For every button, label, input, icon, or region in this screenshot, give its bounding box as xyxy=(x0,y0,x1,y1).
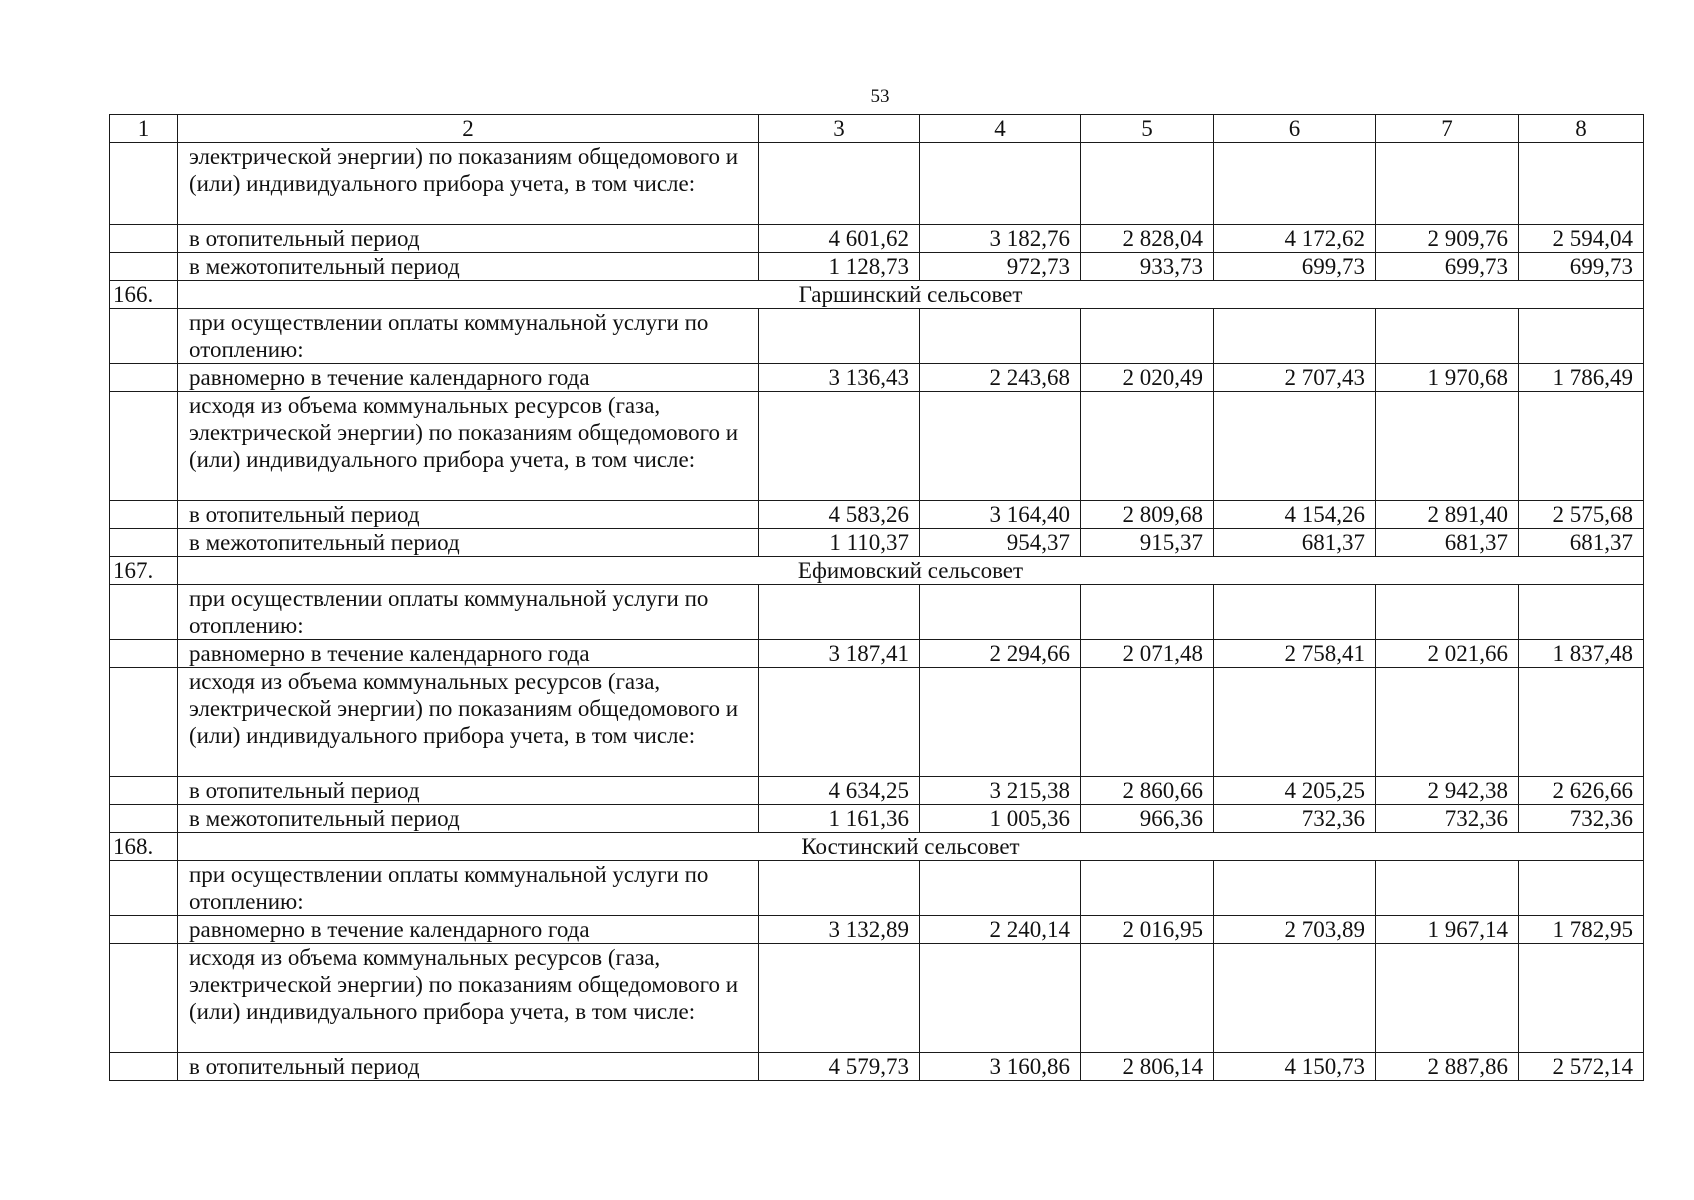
value-cell: 3 182,76 xyxy=(920,225,1081,253)
row-index xyxy=(110,640,178,668)
empty-cell xyxy=(1214,309,1376,364)
row-index xyxy=(110,309,178,364)
empty-cell xyxy=(920,668,1081,777)
section-number: 167. xyxy=(110,557,178,585)
value-row xyxy=(110,501,1644,529)
value-cell: 3 136,43 xyxy=(759,364,920,392)
row-index xyxy=(110,253,178,281)
empty-cell xyxy=(1376,585,1519,640)
value-cell: 2 703,89 xyxy=(1214,916,1376,944)
empty-cell xyxy=(1376,143,1519,225)
row-index xyxy=(110,916,178,944)
row-label: при осуществлении оплаты коммунальной услуги по отоплению: xyxy=(178,309,759,364)
row-label: равномерно в течение календарного года xyxy=(178,640,759,668)
value-cell: 2 240,14 xyxy=(920,916,1081,944)
empty-cell xyxy=(920,309,1081,364)
value-cell: 3 187,41 xyxy=(759,640,920,668)
value-row xyxy=(110,805,1644,833)
value-cell: 2 243,68 xyxy=(920,364,1081,392)
value-row xyxy=(110,640,1644,668)
value-cell: 933,73 xyxy=(1081,253,1214,281)
value-cell: 2 707,43 xyxy=(1214,364,1376,392)
value-row xyxy=(110,364,1644,392)
empty-cell xyxy=(1519,585,1644,640)
empty-cell xyxy=(1376,944,1519,1053)
empty-cell xyxy=(1081,585,1214,640)
empty-cell xyxy=(759,143,920,225)
text-row xyxy=(110,143,1644,225)
empty-cell xyxy=(1519,668,1644,777)
value-cell: 1 005,36 xyxy=(920,805,1081,833)
row-index xyxy=(110,1053,178,1081)
value-row xyxy=(110,253,1644,281)
value-cell: 1 970,68 xyxy=(1376,364,1519,392)
row-label: исходя из объема коммунальных ресурсов (газа, электрической энергии) по показаниям общедомового и (или) индивидуального прибора учета, в том числе: xyxy=(178,392,759,501)
row-label: при осуществлении оплаты коммунальной услуги по отоплению: xyxy=(178,585,759,640)
row-label: электрической энергии) по показаниям общедомового и (или) индивидуального прибора учета, в том числе: xyxy=(178,143,759,225)
row-label: в межотопительный период xyxy=(178,253,759,281)
value-cell: 2 575,68 xyxy=(1519,501,1644,529)
row-index xyxy=(110,777,178,805)
empty-cell xyxy=(920,143,1081,225)
section-number: 168. xyxy=(110,833,178,861)
empty-cell xyxy=(759,392,920,501)
section-row xyxy=(110,557,1644,585)
empty-cell xyxy=(1376,668,1519,777)
value-cell: 681,37 xyxy=(1214,529,1376,557)
row-label: в отопительный период xyxy=(178,225,759,253)
section-title: Гаршинский сельсовет xyxy=(178,281,1644,309)
text-row xyxy=(110,392,1644,501)
empty-cell xyxy=(1214,585,1376,640)
empty-cell xyxy=(1519,309,1644,364)
value-cell: 732,36 xyxy=(1376,805,1519,833)
row-index xyxy=(110,529,178,557)
column-number: 3 xyxy=(759,115,920,143)
column-number-row xyxy=(110,115,1644,143)
value-cell: 966,36 xyxy=(1081,805,1214,833)
row-index xyxy=(110,143,178,225)
value-cell: 2 758,41 xyxy=(1214,640,1376,668)
empty-cell xyxy=(920,392,1081,501)
value-cell: 2 887,86 xyxy=(1376,1053,1519,1081)
value-cell: 3 164,40 xyxy=(920,501,1081,529)
empty-cell xyxy=(1081,143,1214,225)
value-cell: 732,36 xyxy=(1214,805,1376,833)
value-cell: 4 154,26 xyxy=(1214,501,1376,529)
empty-cell xyxy=(1214,143,1376,225)
row-index xyxy=(110,861,178,916)
value-cell: 1 967,14 xyxy=(1376,916,1519,944)
row-label: в отопительный период xyxy=(178,777,759,805)
value-cell: 2 942,38 xyxy=(1376,777,1519,805)
row-label: исходя из объема коммунальных ресурсов (газа, электрической энергии) по показаниям общедомового и (или) индивидуального прибора учета, в том числе: xyxy=(178,944,759,1053)
row-label: в межотопительный период xyxy=(178,529,759,557)
value-cell: 4 601,62 xyxy=(759,225,920,253)
value-cell: 1 161,36 xyxy=(759,805,920,833)
empty-cell xyxy=(1519,143,1644,225)
empty-cell xyxy=(920,944,1081,1053)
row-index xyxy=(110,585,178,640)
row-label: в отопительный период xyxy=(178,1053,759,1081)
empty-cell xyxy=(1081,861,1214,916)
empty-cell xyxy=(1376,309,1519,364)
value-cell: 681,37 xyxy=(1376,529,1519,557)
value-row xyxy=(110,777,1644,805)
row-label: исходя из объема коммунальных ресурсов (газа, электрической энергии) по показаниям общедомового и (или) индивидуального прибора учета, в том числе: xyxy=(178,668,759,777)
value-cell: 4 205,25 xyxy=(1214,777,1376,805)
empty-cell xyxy=(1081,944,1214,1053)
value-cell: 2 020,49 xyxy=(1081,364,1214,392)
value-cell: 3 160,86 xyxy=(920,1053,1081,1081)
empty-cell xyxy=(1214,668,1376,777)
row-index xyxy=(110,805,178,833)
empty-cell xyxy=(1081,668,1214,777)
value-cell: 1 110,37 xyxy=(759,529,920,557)
empty-cell xyxy=(1081,309,1214,364)
row-index xyxy=(110,944,178,1053)
page-number: 53 xyxy=(870,86,890,107)
text-row xyxy=(110,861,1644,916)
column-number: 4 xyxy=(920,115,1081,143)
value-cell: 3 132,89 xyxy=(759,916,920,944)
value-cell: 2 860,66 xyxy=(1081,777,1214,805)
row-label: в отопительный период xyxy=(178,501,759,529)
value-cell: 2 021,66 xyxy=(1376,640,1519,668)
section-title: Костинский сельсовет xyxy=(178,833,1644,861)
value-cell: 2 891,40 xyxy=(1376,501,1519,529)
tariff-table xyxy=(109,114,1644,1081)
value-cell: 1 782,95 xyxy=(1519,916,1644,944)
value-row xyxy=(110,225,1644,253)
empty-cell xyxy=(759,585,920,640)
row-index xyxy=(110,668,178,777)
value-cell: 4 172,62 xyxy=(1214,225,1376,253)
value-cell: 699,73 xyxy=(1214,253,1376,281)
column-number: 8 xyxy=(1519,115,1644,143)
value-row xyxy=(110,1053,1644,1081)
empty-cell xyxy=(920,585,1081,640)
row-label: в межотопительный период xyxy=(178,805,759,833)
empty-cell xyxy=(1519,861,1644,916)
row-index xyxy=(110,225,178,253)
value-cell: 2 626,66 xyxy=(1519,777,1644,805)
value-cell: 4 579,73 xyxy=(759,1053,920,1081)
section-row xyxy=(110,281,1644,309)
empty-cell xyxy=(759,668,920,777)
empty-cell xyxy=(1214,944,1376,1053)
value-cell: 4 634,25 xyxy=(759,777,920,805)
empty-cell xyxy=(1376,392,1519,501)
text-row xyxy=(110,309,1644,364)
column-number: 6 xyxy=(1214,115,1376,143)
empty-cell xyxy=(1519,392,1644,501)
empty-cell xyxy=(1081,392,1214,501)
value-cell: 699,73 xyxy=(1519,253,1644,281)
value-cell: 2 294,66 xyxy=(920,640,1081,668)
value-row xyxy=(110,529,1644,557)
empty-cell xyxy=(920,861,1081,916)
row-index xyxy=(110,501,178,529)
value-cell: 2 572,14 xyxy=(1519,1053,1644,1081)
empty-cell xyxy=(759,309,920,364)
value-cell: 2 909,76 xyxy=(1376,225,1519,253)
value-cell: 1 786,49 xyxy=(1519,364,1644,392)
empty-cell xyxy=(1214,861,1376,916)
empty-cell xyxy=(759,944,920,1053)
value-cell: 2 828,04 xyxy=(1081,225,1214,253)
value-cell: 1 128,73 xyxy=(759,253,920,281)
row-label: равномерно в течение календарного года xyxy=(178,364,759,392)
value-cell: 732,36 xyxy=(1519,805,1644,833)
value-cell: 2 806,14 xyxy=(1081,1053,1214,1081)
value-cell: 4 150,73 xyxy=(1214,1053,1376,1081)
value-cell: 2 071,48 xyxy=(1081,640,1214,668)
row-label: равномерно в течение календарного года xyxy=(178,916,759,944)
row-index xyxy=(110,364,178,392)
value-cell: 972,73 xyxy=(920,253,1081,281)
column-number: 7 xyxy=(1376,115,1519,143)
value-cell: 2 809,68 xyxy=(1081,501,1214,529)
row-label: при осуществлении оплаты коммунальной услуги по отоплению: xyxy=(178,861,759,916)
empty-cell xyxy=(759,861,920,916)
row-index xyxy=(110,392,178,501)
value-cell: 2 016,95 xyxy=(1081,916,1214,944)
value-cell: 954,37 xyxy=(920,529,1081,557)
text-row xyxy=(110,585,1644,640)
empty-cell xyxy=(1519,944,1644,1053)
section-title: Ефимовский сельсовет xyxy=(178,557,1644,585)
value-cell: 681,37 xyxy=(1519,529,1644,557)
section-number: 166. xyxy=(110,281,178,309)
value-cell: 699,73 xyxy=(1376,253,1519,281)
text-row xyxy=(110,944,1644,1053)
empty-cell xyxy=(1376,861,1519,916)
column-number: 1 xyxy=(110,115,178,143)
column-number: 2 xyxy=(178,115,759,143)
value-cell: 3 215,38 xyxy=(920,777,1081,805)
table-body xyxy=(110,115,1644,1081)
column-number: 5 xyxy=(1081,115,1214,143)
value-cell: 2 594,04 xyxy=(1519,225,1644,253)
value-cell: 1 837,48 xyxy=(1519,640,1644,668)
value-cell: 4 583,26 xyxy=(759,501,920,529)
value-row xyxy=(110,916,1644,944)
value-cell: 915,37 xyxy=(1081,529,1214,557)
text-row xyxy=(110,668,1644,777)
empty-cell xyxy=(1214,392,1376,501)
section-row xyxy=(110,833,1644,861)
